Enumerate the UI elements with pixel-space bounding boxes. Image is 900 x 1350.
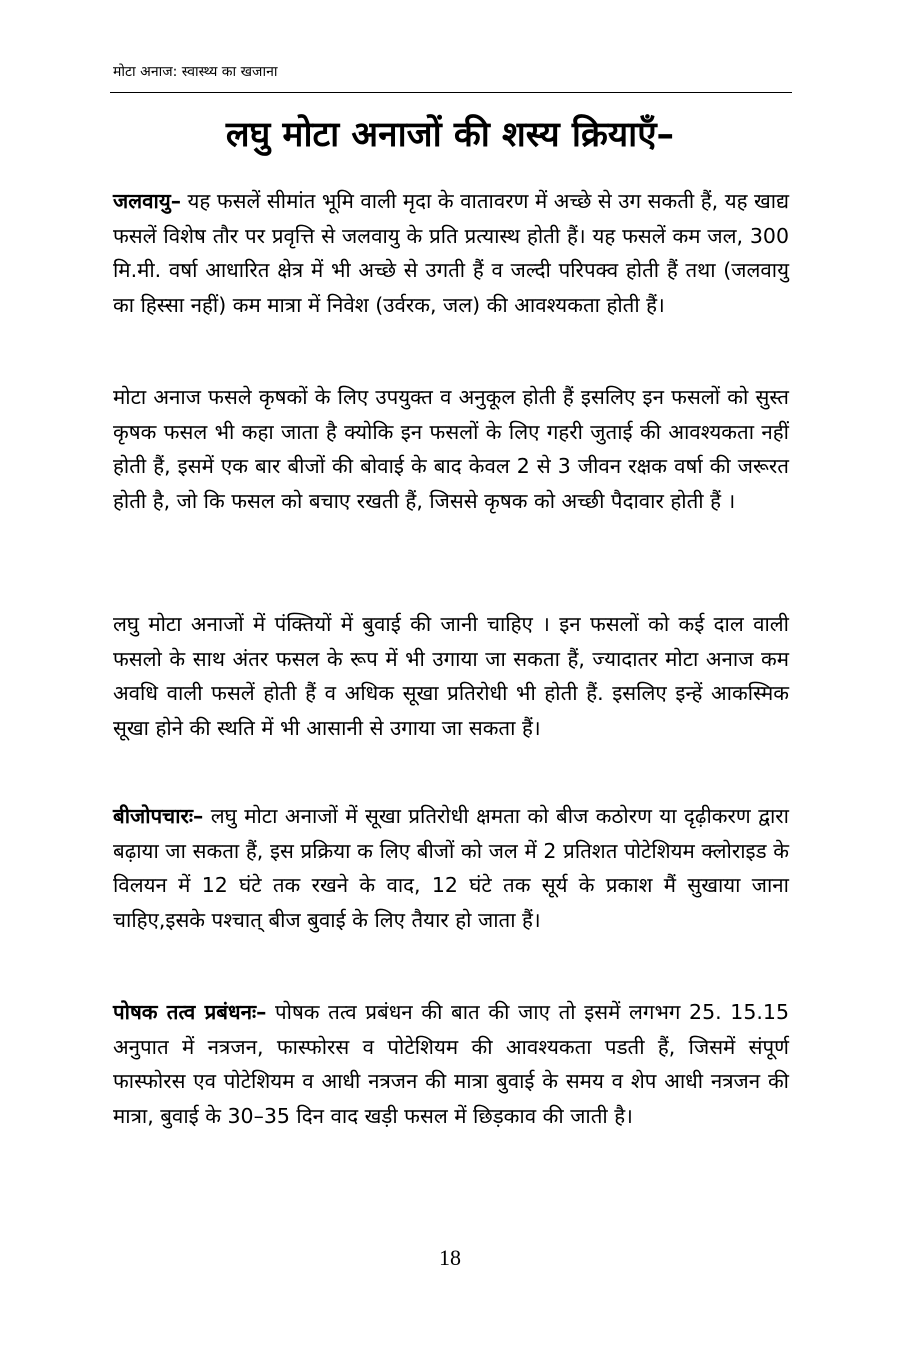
paragraph-sowing	[113, 607, 789, 745]
paragraph-farmer-suitability	[113, 380, 789, 518]
page-number: 18	[439, 1245, 461, 1270]
paragraph-climate	[113, 184, 789, 322]
paragraph-text: लघु मोटा अनाजों में सूखा प्रतिरोधी क्षमता को बीज कठोरण या दृढ़ीकरण द्वारा बढ़ाया जा सकता हैं, इस प्रक्रिया क लिए बीजों को जल में 2 प्रतिशत पोटेशियम क्लोराइड के विलयन में 12 घंटे तक रखने के वाद, 12 घंटे तक सूर्य के प्रकाश मैं सुखाया जाना चाहिए,इसके पश्चात् बीज बुवाई के लिए तैयार हो जाता हैं।	[113, 804, 789, 932]
paragraph-text: यह फसलें सीमांत भूमि वाली मृदा के वातावरण में अच्छे से उग सकती हैं, यह खाद्य फसलें विशेष तौर पर प्रवृत्ति से जलवायु के प्रति प्रत्यास्थ होती हैं। यह फसलें कम जल, 300 मि.मी. वर्षा आधारित क्षेत्र में भी अच्छे से उगती हैं व जल्दी परिपक्व होती हैं तथा (जलवायु का हिस्सा नहीं) कम मात्रा में निवेश (उर्वरक, जल) की आवश्यकता होती हैं।	[113, 189, 789, 317]
page-title: लघु मोटा अनाजों की शस्य क्रियाएँ–	[225, 115, 675, 155]
paragraph-lead: जलवायु–	[113, 189, 181, 213]
paragraph-text: लघु मोटा अनाजों में पंक्तियों में बुवाई की जानी चाहिए । इन फसलों को कई दाल वाली फसलो के साथ अंतर फसल के रूप में भी उगाया जा सकता हैं, ज्यादातर मोटा अनाज कम अवधि वाली फसलें होती हैं व अधिक सूखा प्रतिरोधी भी होती हैं. इसलिए इन्हें आकस्मिक सूखा होने की स्थति में भी आसानी से उगाया जा सकता हैं।	[113, 612, 789, 740]
paragraph-nutrient-management	[113, 995, 789, 1133]
paragraph-text: मोटा अनाज फसले कृषकों के लिए उपयुक्त व अनुकूल होती हैं इसलिए इन फसलों को सुस्त कृषक फसल भी कहा जाता है क्योकि इन फसलों के लिए गहरी जुताई की आवश्यकता नहीं होती हैं, इसमें एक बार बीजों की बोवाई के बाद केवल 2 से 3 जीवन रक्षक वर्षा की जरूरत होती है, जो कि फसल को बचाए रखती हैं, जिससे कृषक को अच्छी पैदावार होती हैं ।	[113, 385, 789, 513]
running-header: मोटा अनाज: स्वास्थ्य का खजाना	[113, 64, 278, 80]
header-divider	[110, 92, 792, 93]
paragraph-lead: बीजोपचारः–	[113, 804, 204, 828]
paragraph-text: पोषक तत्व प्रबंधन की बात की जाए तो इसमें लगभग 25. 15.15 अनुपात में नत्रजन, फास्फोरस व पोटेशियम की आवश्यकता पडती हैं, जिसमें संपूर्ण फास्फोरस एव पोटेशियम व आधी नत्रजन की मात्रा बुवाई के समय व शेप आधी नत्रजन की मात्रा, बुवाई के 30–35 दिन वाद खड़ी फसल में छिड़काव की जाती है।	[113, 1000, 789, 1128]
paragraph-lead: पोषक तत्व प्रबंधनः–	[113, 1000, 267, 1024]
paragraph-seed-treatment	[113, 799, 789, 937]
